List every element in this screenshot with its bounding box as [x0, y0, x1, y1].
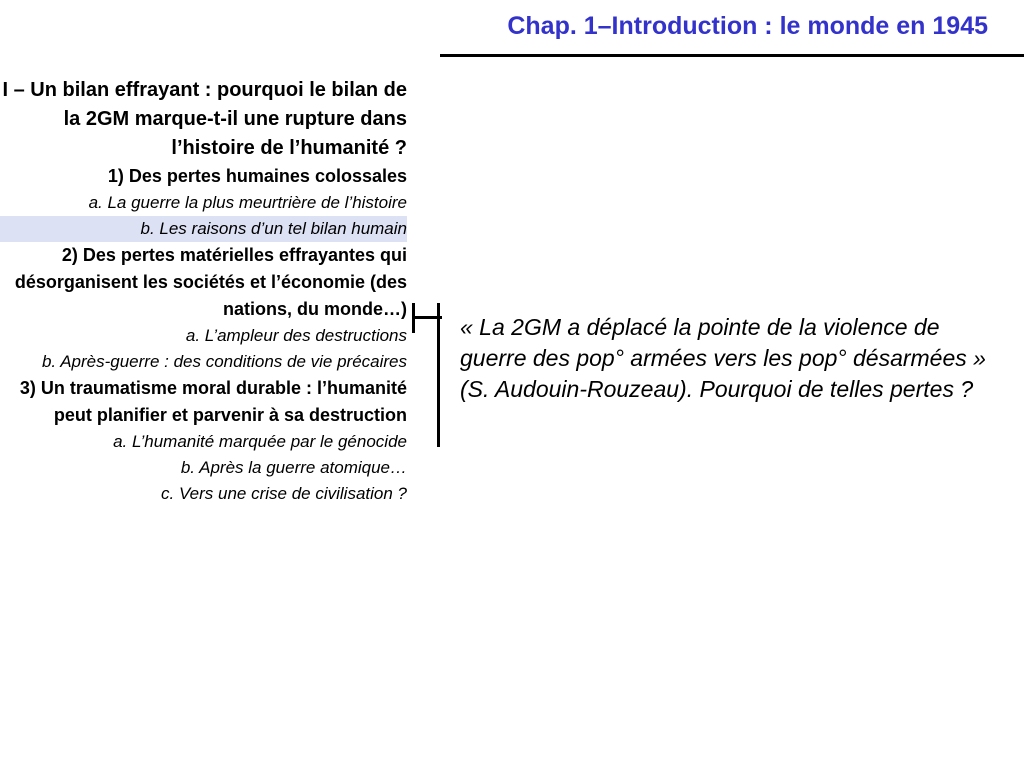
- audouin-rouzeau-quote: « La 2GM a déplacé la pointe de la violence de guerre des pop° armées vers les pop° désarmées » (S. Audouin-Rouzeau). Pourquoi de telles pertes ?: [460, 314, 986, 402]
- outline-subsection-3b: b. Après la guerre atomique…: [180, 458, 407, 477]
- outline-subsection-1b-current: b. Les raisons d’un tel bilan humain: [0, 216, 407, 242]
- outline-subsection-1a: a. La guerre la plus meurtrière de l’histoire: [88, 193, 407, 212]
- title-underline-rule: [440, 54, 1024, 57]
- outline-subsection-2a: a. L’ampleur des destructions: [185, 326, 407, 345]
- outline-section-1-heading: 1) Des pertes humaines colossales: [107, 166, 407, 186]
- lesson-outline: [0, 76, 407, 507]
- outline-section-2-heading: 2) Des pertes matérielles effrayantes qui désorganisent les sociétés et l’économie (des nations, du monde…): [14, 245, 407, 319]
- outline-section-3-heading: 3) Un traumatisme moral durable : l’humanité peut planifier et parvenir à sa destruction: [19, 378, 407, 425]
- outline-part-heading: I – Un bilan effrayant : pourquoi le bilan de la 2GM marque-t-il une rupture dans l’histoire de l’humanité ?: [2, 79, 407, 159]
- outline-subsection-3c: c. Vers une crise de civilisation ?: [161, 484, 407, 503]
- connector-bracket-vertical: [437, 303, 440, 447]
- outline-subsection-3a: a. L’humanité marquée par le génocide: [113, 432, 407, 451]
- outline-subsection-2b: b. Après-guerre : des conditions de vie précaires: [41, 352, 407, 371]
- chapter-title: Chap. 1–Introduction : le monde en 1945: [507, 12, 988, 40]
